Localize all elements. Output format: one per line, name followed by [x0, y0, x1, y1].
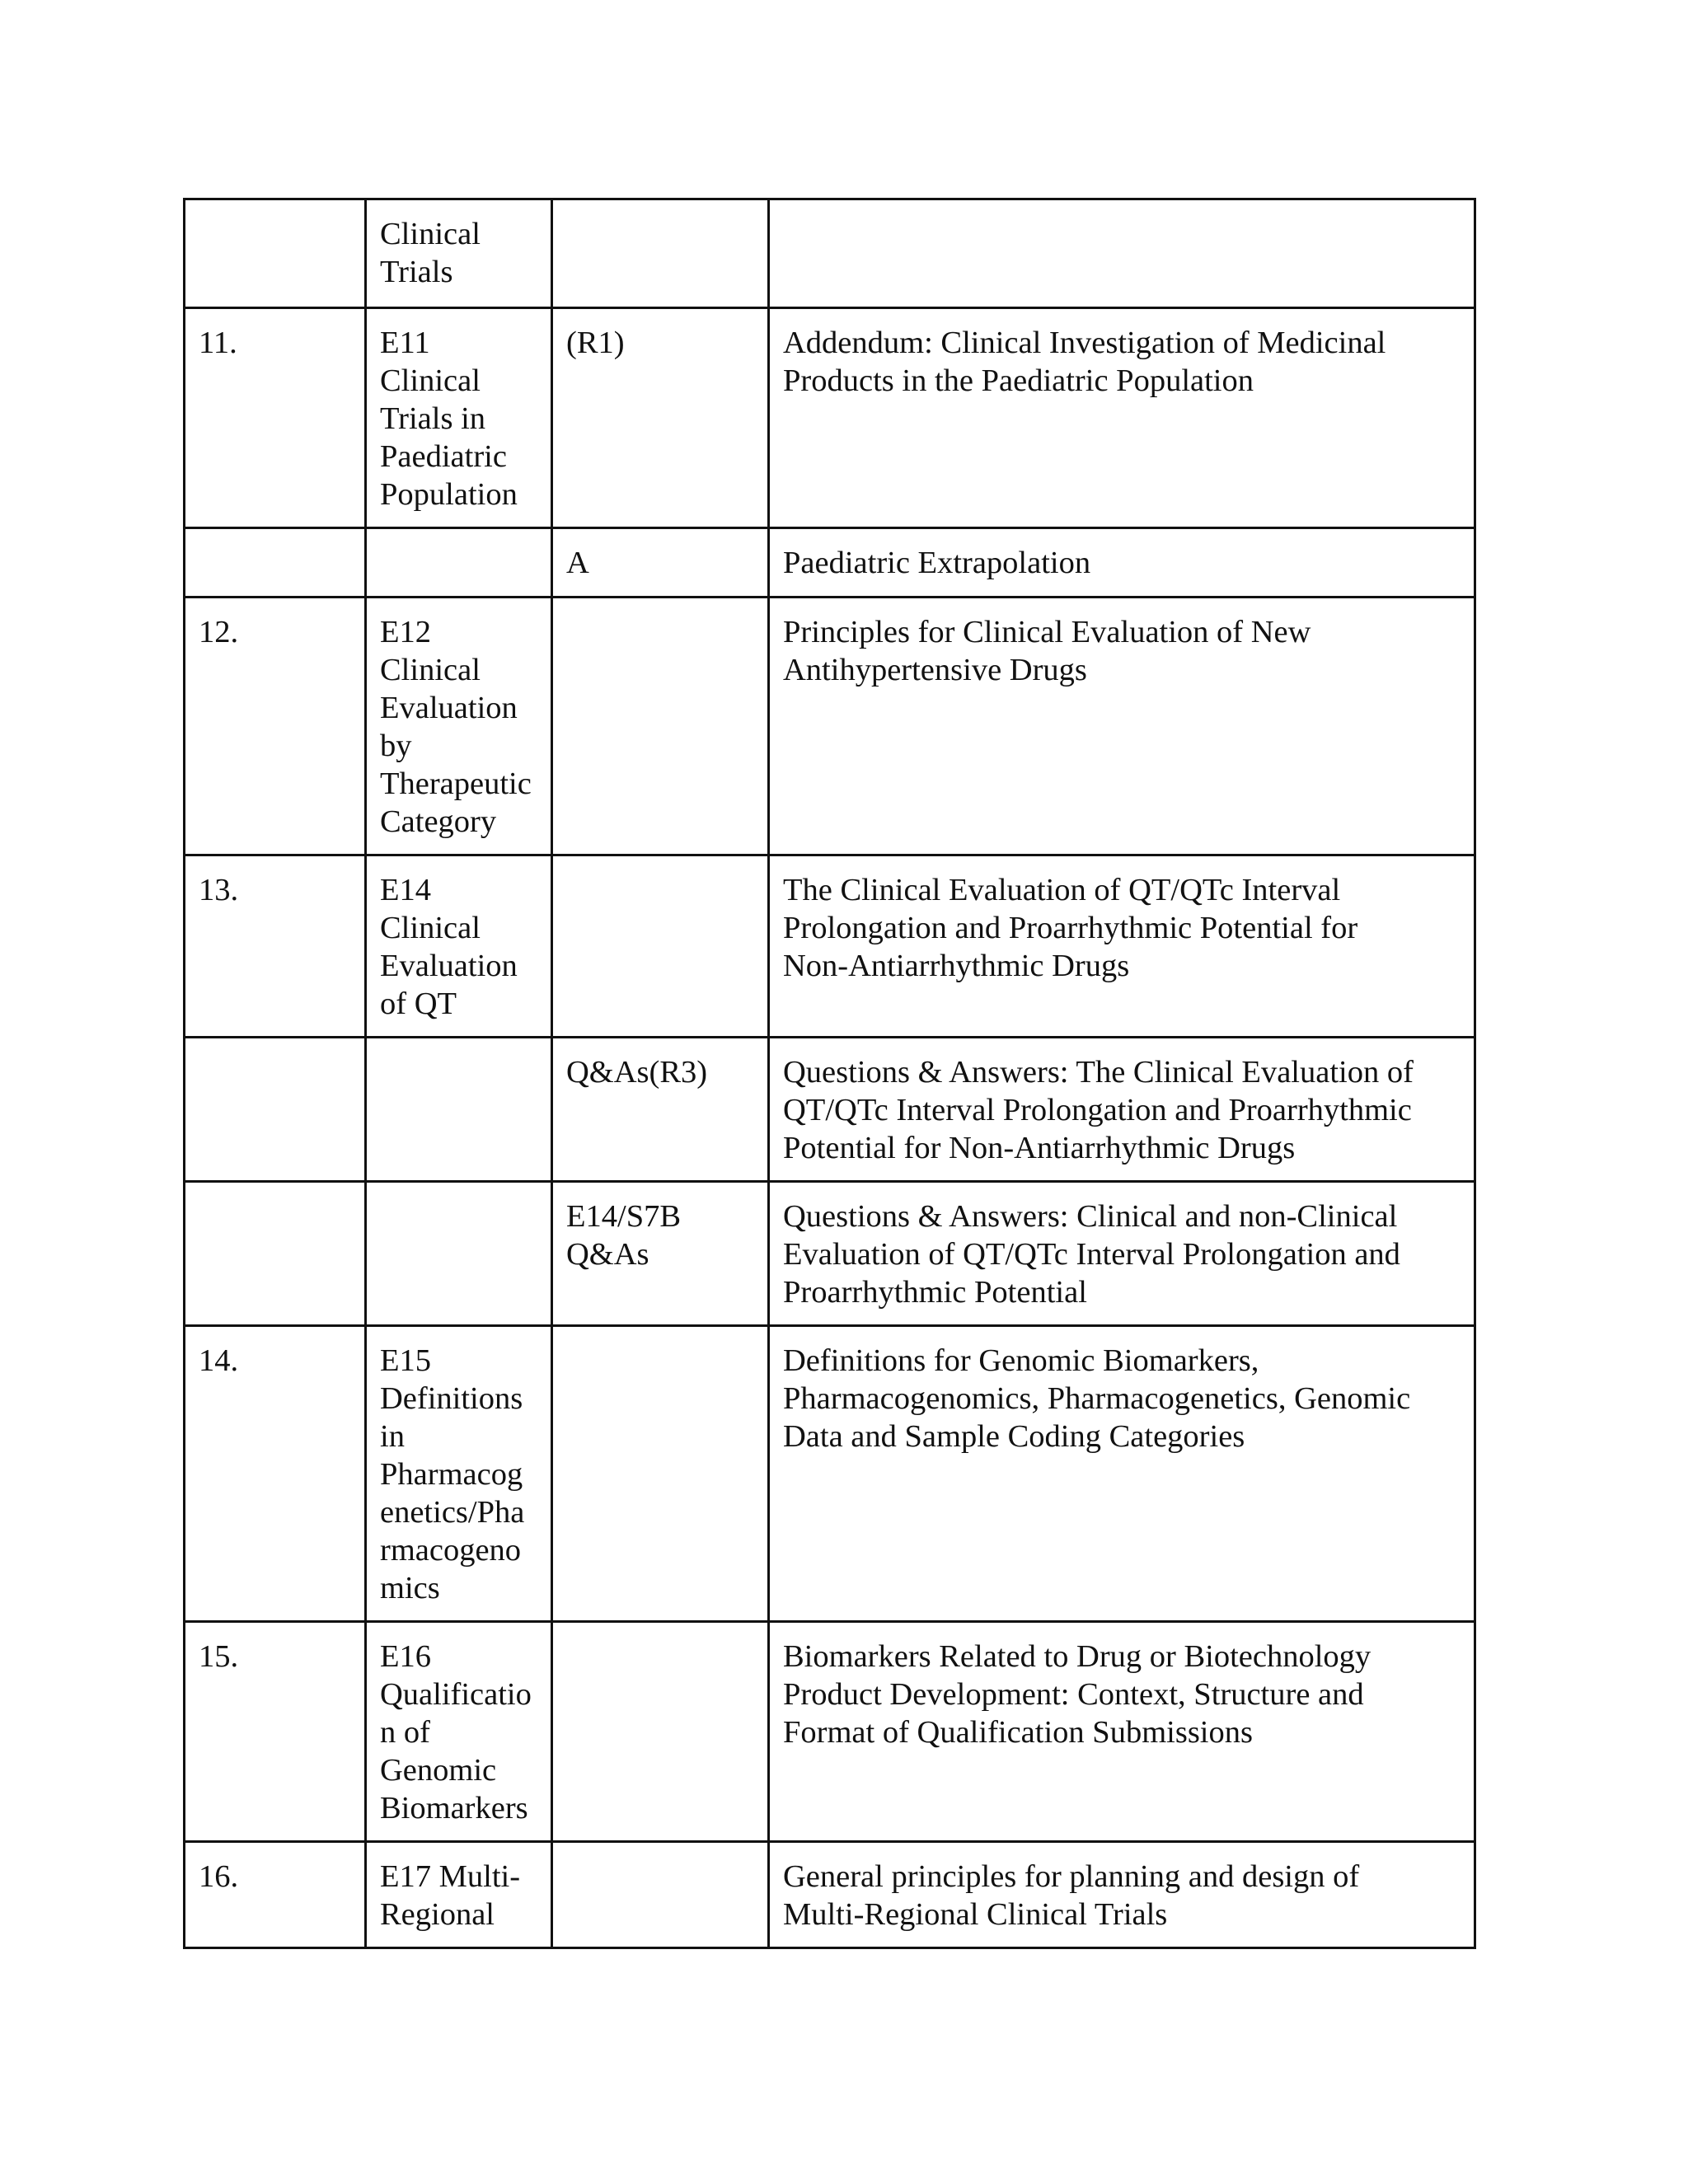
- revision: A: [566, 546, 589, 580]
- guideline-code-cell: [366, 308, 552, 528]
- revision-cell: [552, 1182, 769, 1326]
- guideline-title: Biomarkers Related to Drug or Biotechnology Product Development: Context, Structure and Format of Qualification Submissions: [783, 1639, 1372, 1750]
- title-cell: [769, 598, 1475, 855]
- row-number: 13.: [199, 873, 239, 907]
- guideline-code-cell: [366, 528, 552, 598]
- title-cell: [769, 308, 1475, 528]
- guideline-title: Addendum: Clinical Investigation of Medicinal Products in the Paediatric Population: [783, 326, 1386, 398]
- table-row: [185, 1842, 1475, 1948]
- guideline-code: E17 Multi- Regional: [380, 1859, 521, 1932]
- title-cell: [769, 1622, 1475, 1842]
- guideline-code-cell: [366, 598, 552, 855]
- table-row: [185, 528, 1475, 598]
- revision: E14/S7B Q&As: [566, 1199, 682, 1272]
- table-row: [185, 1182, 1475, 1326]
- title-cell: [769, 855, 1475, 1038]
- guideline-code: E15 Definitions in Pharmacog enetics/Pha rmacogeno mics: [380, 1343, 525, 1605]
- table-row: [185, 308, 1475, 528]
- guideline-code: Clinical Trials: [380, 217, 481, 289]
- guideline-title: Questions & Answers: Clinical and non-Clinical Evaluation of QT/QTc Interval Prolongation and Proarrhythmic Potential: [783, 1199, 1400, 1310]
- guideline-code-cell: [366, 199, 552, 308]
- guideline-code-cell: [366, 1622, 552, 1842]
- row-number-cell: [185, 308, 366, 528]
- table-row: [185, 598, 1475, 855]
- guideline-code-cell: [366, 1326, 552, 1622]
- revision-cell: [552, 1622, 769, 1842]
- revision-cell: [552, 855, 769, 1038]
- revision-cell: [552, 598, 769, 855]
- guideline-code: E16 Qualificatio n of Genomic Biomarkers: [380, 1639, 532, 1825]
- revision: Q&As(R3): [566, 1055, 708, 1090]
- table-row: [185, 855, 1475, 1038]
- guideline-title: The Clinical Evaluation of QT/QTc Interval Prolongation and Proarrhythmic Potential for Non-Antiarrhythmic Drugs: [783, 873, 1358, 983]
- revision-cell: [552, 1326, 769, 1622]
- revision: (R1): [566, 326, 625, 360]
- row-number-cell: [185, 1622, 366, 1842]
- revision-cell: [552, 199, 769, 308]
- row-number-cell: [185, 855, 366, 1038]
- row-number: 14.: [199, 1343, 239, 1378]
- row-number-cell: [185, 528, 366, 598]
- title-cell: [769, 199, 1475, 308]
- title-cell: [769, 1842, 1475, 1948]
- table-row: [185, 1622, 1475, 1842]
- row-number-cell: [185, 1326, 366, 1622]
- table-row: [185, 1326, 1475, 1622]
- row-number-cell: [185, 199, 366, 308]
- guideline-code-cell: [366, 1842, 552, 1948]
- guideline-title: Paediatric Extrapolation: [783, 546, 1091, 580]
- guidelines-table: [183, 198, 1476, 1949]
- guideline-code: E12 Clinical Evaluation by Therapeutic Category: [380, 615, 532, 839]
- guideline-code-cell: [366, 1038, 552, 1182]
- title-cell: [769, 1038, 1475, 1182]
- row-number-cell: [185, 1842, 366, 1948]
- title-cell: [769, 1182, 1475, 1326]
- row-number: 12.: [199, 615, 239, 649]
- title-cell: [769, 528, 1475, 598]
- guideline-code-cell: [366, 855, 552, 1038]
- title-cell: [769, 1326, 1475, 1622]
- row-number: 16.: [199, 1859, 239, 1894]
- guideline-title: Definitions for Genomic Biomarkers, Pharmacogenomics, Pharmacogenetics, Genomic Data and Sample Coding Categories: [783, 1343, 1411, 1454]
- table-row: [185, 1038, 1475, 1182]
- guideline-code: E11 Clinical Trials in Paediatric Population: [380, 326, 518, 512]
- revision-cell: [552, 1842, 769, 1948]
- guideline-code: E14 Clinical Evaluation of QT: [380, 873, 518, 1021]
- revision-cell: [552, 528, 769, 598]
- revision-cell: [552, 308, 769, 528]
- guideline-title: Questions & Answers: The Clinical Evaluation of QT/QTc Interval Prolongation and Proarrhythmic Potential for Non-Antiarrhythmic Drugs: [783, 1055, 1414, 1165]
- guideline-code-cell: [366, 1182, 552, 1326]
- row-number: 15.: [199, 1639, 239, 1674]
- table-row: [185, 199, 1475, 308]
- row-number-cell: [185, 1182, 366, 1326]
- row-number-cell: [185, 1038, 366, 1182]
- row-number: 11.: [199, 326, 237, 360]
- revision-cell: [552, 1038, 769, 1182]
- guideline-title: General principles for planning and design of Multi-Regional Clinical Trials: [783, 1859, 1360, 1932]
- guideline-title: Principles for Clinical Evaluation of New Antihypertensive Drugs: [783, 615, 1311, 687]
- row-number-cell: [185, 598, 366, 855]
